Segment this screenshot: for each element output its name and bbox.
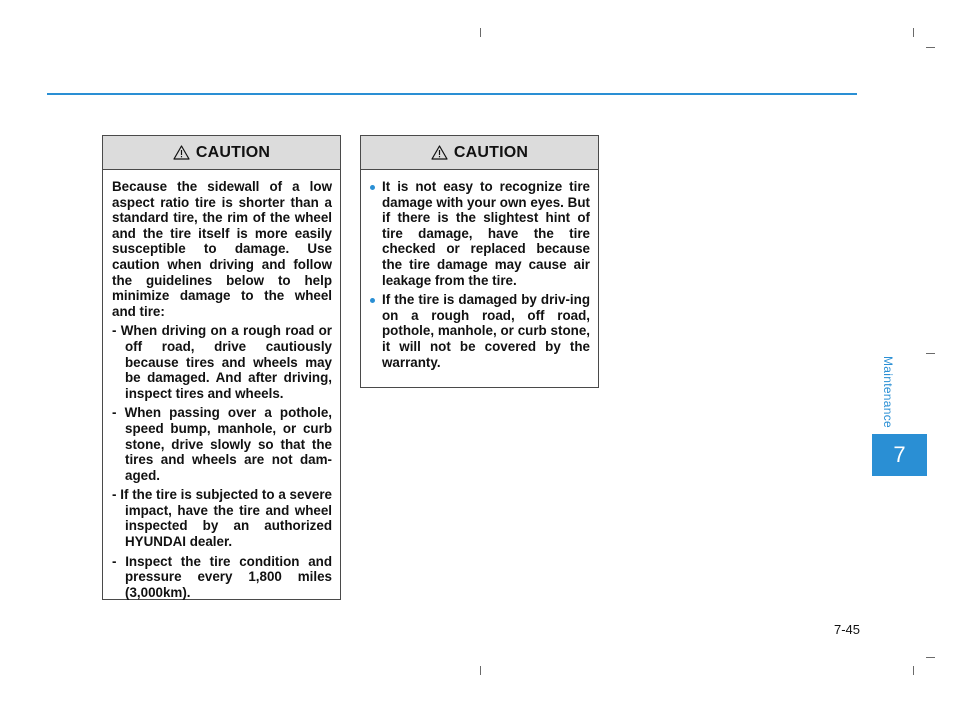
- guideline-item: - Inspect the tire condition and pressure every 1,800 miles (3,000km).: [112, 553, 332, 600]
- guideline-item: - When passing over a pothole, speed bump, manhole, or curb stone, drive slowly so that the tires and wheels are not dam-aged.: [112, 405, 332, 483]
- caution-box-sidewall: [102, 135, 341, 600]
- chapter-tab: [872, 434, 927, 476]
- guideline-item: - When driving on a rough road or off road, drive cautiously because tires and wheels may be damaged. And after driving, inspect tires and wheels.: [112, 323, 332, 401]
- warning-triangle-icon: [431, 145, 448, 160]
- caution-header: [103, 136, 340, 170]
- caution-title: CAUTION: [195, 143, 271, 161]
- caution-header: [361, 136, 598, 170]
- crop-mark: [480, 666, 481, 675]
- caution-title: CAUTION: [453, 143, 529, 161]
- caution-body: [103, 170, 340, 612]
- page-number: 7-45: [833, 622, 860, 637]
- caution-intro: Because the sidewall of a low aspect ratio tire is shorter than a standard tire, the rim of the wheel and the tire itself is more easily susceptible to damage. Use caution when driving and follow the guidelines below to help minimize damage to the wheel and tire:: [112, 179, 332, 319]
- header-rule: [47, 93, 857, 95]
- section-label: [880, 352, 896, 432]
- crop-mark: [913, 28, 914, 37]
- caution-bullet-text: It is not easy to recognize tire damage with your own eyes. But if there is the slightest hint of tire damage, have the tire checked or replaced because the tire damage may cause air leakage from the tire.: [382, 179, 590, 288]
- crop-mark: [926, 47, 935, 48]
- guideline-item: - If the tire is subjected to a severe impact, have the tire and wheel inspected by an authorized HYUNDAI dealer.: [112, 487, 332, 550]
- crop-mark: [480, 28, 481, 37]
- caution-box-tire-damage: [360, 135, 599, 388]
- section-label-text: Maintenance: [881, 355, 896, 429]
- caution-bullet: [370, 179, 590, 288]
- caution-bullet-text: If the tire is damaged by driv-ing on a rough road, off road, pothole, manhole, or curb stone, it will not be covered by the warranty.: [382, 292, 590, 370]
- caution-bullet: [370, 292, 590, 370]
- crop-mark: [926, 657, 935, 658]
- bullet-dot-icon: [370, 185, 375, 190]
- crop-mark: [926, 353, 935, 354]
- chapter-number: 7: [893, 442, 906, 467]
- caution-body: [361, 170, 598, 382]
- warning-triangle-icon: [173, 145, 190, 160]
- crop-mark: [913, 666, 914, 675]
- bullet-dot-icon: [370, 298, 375, 303]
